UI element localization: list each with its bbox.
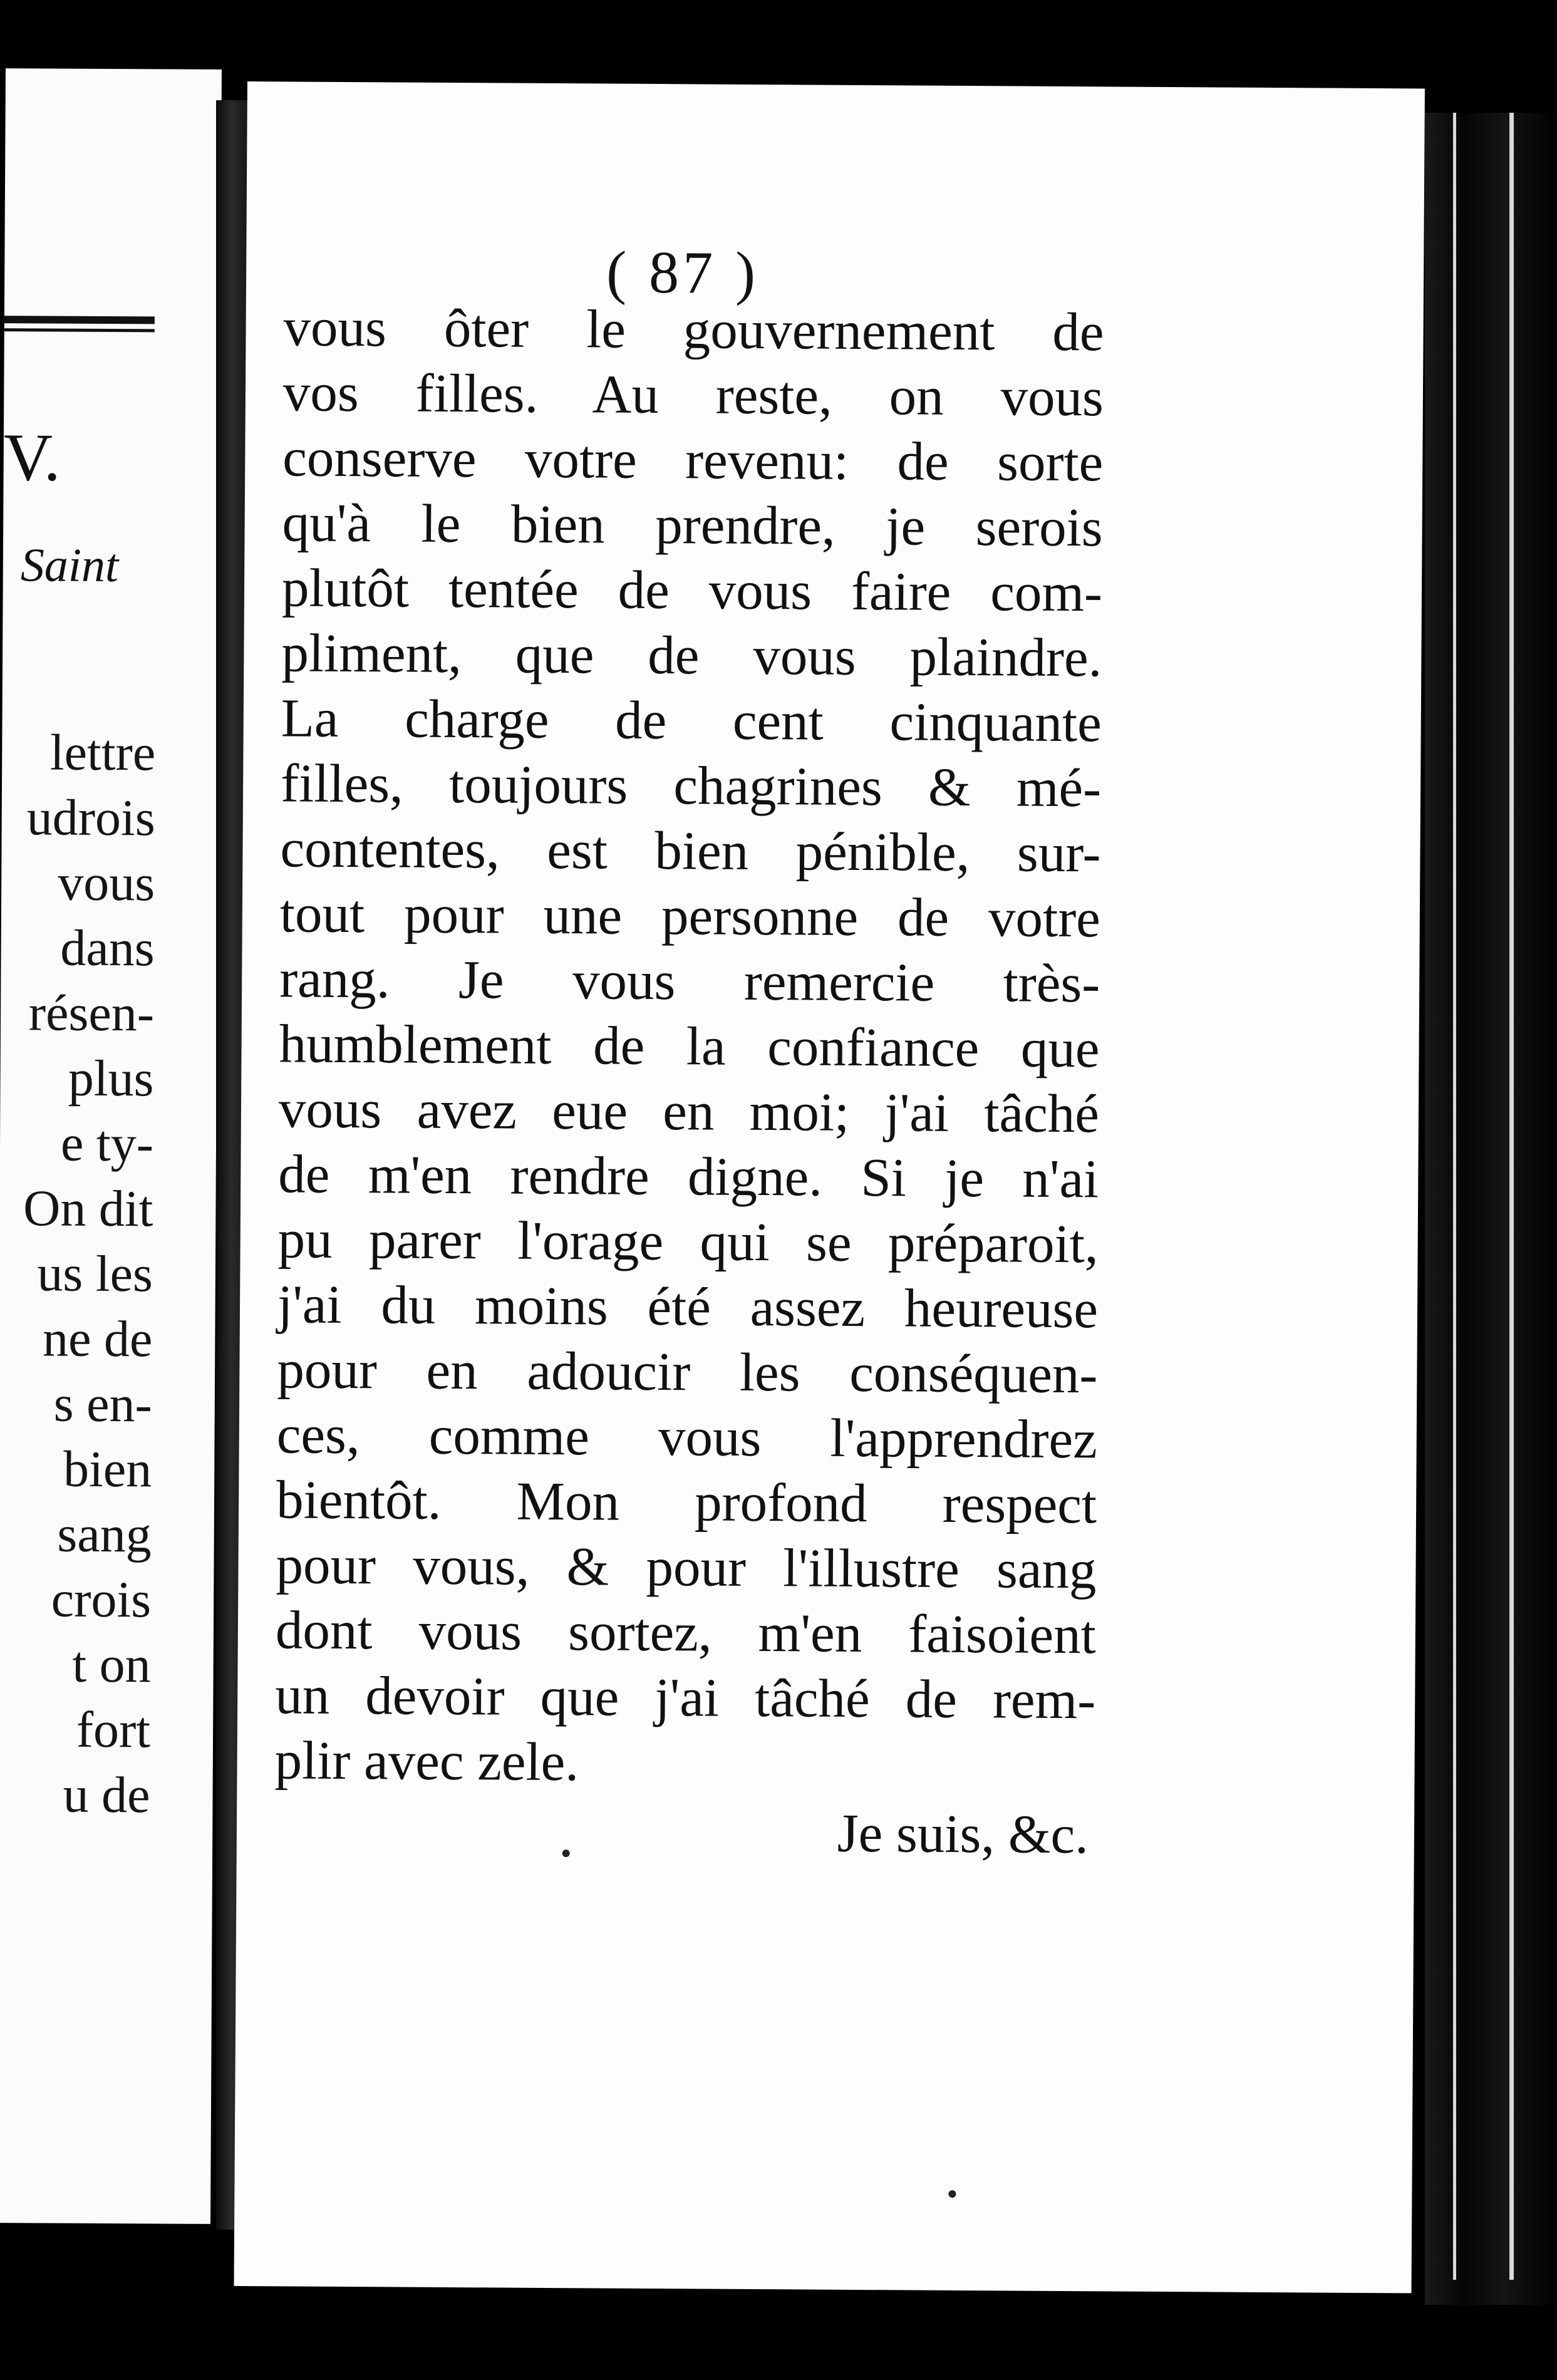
text-line: rang. Je vous remercie très- — [279, 948, 1100, 1014]
closing-signature: Je suis, &c. — [837, 1802, 1089, 1865]
text-line: ces, comme vous l'apprendrez — [276, 1404, 1098, 1470]
page-number: ( 87 ) — [606, 238, 760, 306]
left-page-line: vous — [58, 854, 155, 912]
text-line: vous ôter le gouvernement de — [283, 296, 1104, 363]
page-edge-line — [1509, 113, 1514, 2280]
text-line: vous avez eue en moi; j'ai tâché — [278, 1078, 1100, 1144]
text-line: pu parer l'orage qui se préparoit, — [277, 1208, 1099, 1275]
text-line: filles, toujours chagrines & mé- — [280, 752, 1102, 819]
text-line: qu'à le bien prendre, je serois — [282, 492, 1103, 558]
text-line: plir avec zele. — [274, 1729, 579, 1793]
text-line: bientôt. Mon profond respect — [276, 1469, 1097, 1535]
text-line: vos filles. Au reste, on vous — [282, 361, 1104, 428]
left-page-running-title: Saint — [20, 539, 119, 592]
left-page-line: ne de — [42, 1310, 153, 1368]
page-edge-line — [1453, 113, 1456, 2280]
left-page-line: udrois — [26, 789, 155, 847]
left-page-line: s en- — [53, 1375, 153, 1433]
text-line: pour vous, & pour l'illustre sang — [276, 1534, 1097, 1600]
text-line: de m'en rendre digne. Si je n'ai — [278, 1143, 1099, 1209]
text-line: La charge de cent cinquante — [281, 687, 1102, 753]
left-page-line: u de — [63, 1766, 150, 1824]
left-page-line: plus — [68, 1049, 154, 1107]
ink-speck — [948, 2190, 956, 2198]
left-page-heading: V. — [3, 420, 61, 495]
text-line: tout pour une personne de votre — [279, 882, 1101, 949]
main-page — [234, 81, 1424, 2293]
ornamental-rule — [4, 316, 155, 332]
left-page-line: crois — [51, 1570, 152, 1628]
text-line: j'ai du moins été assez heureuse — [277, 1273, 1099, 1340]
text-line: dont vous sortez, m'en faisoient — [275, 1599, 1097, 1665]
text-line: conserve votre revenu: de sorte — [282, 427, 1104, 493]
page-body-text — [274, 294, 1104, 1798]
text-line: humblement de la confiance que — [279, 1013, 1100, 1079]
text-line: contentes, est bien pénible, sur- — [280, 817, 1101, 884]
text-line: pliment, que de vous plaindre. — [281, 622, 1102, 688]
left-page-line: fort — [76, 1700, 151, 1759]
left-facing-page — [0, 68, 222, 2224]
page-edge-stack — [1425, 113, 1557, 2305]
left-page-line: On dit — [23, 1179, 153, 1238]
left-page-line: lettre — [49, 723, 156, 782]
left-page-line: bien — [63, 1440, 152, 1498]
left-page-text — [0, 720, 156, 1828]
left-page-line: résen- — [28, 984, 155, 1042]
left-page-line: dans — [60, 919, 155, 977]
ink-speck — [562, 1850, 570, 1857]
text-line: plutôt tentée de vous faire com- — [281, 557, 1103, 623]
left-page-line: t on — [72, 1635, 151, 1694]
left-page-line: e ty- — [60, 1114, 154, 1172]
left-page-line: us les — [37, 1244, 153, 1303]
text-line: pour en adoucir les conséquen- — [277, 1338, 1098, 1405]
text-line: un devoir que j'ai tâché de rem- — [274, 1664, 1096, 1731]
left-page-line: sang — [57, 1505, 152, 1563]
